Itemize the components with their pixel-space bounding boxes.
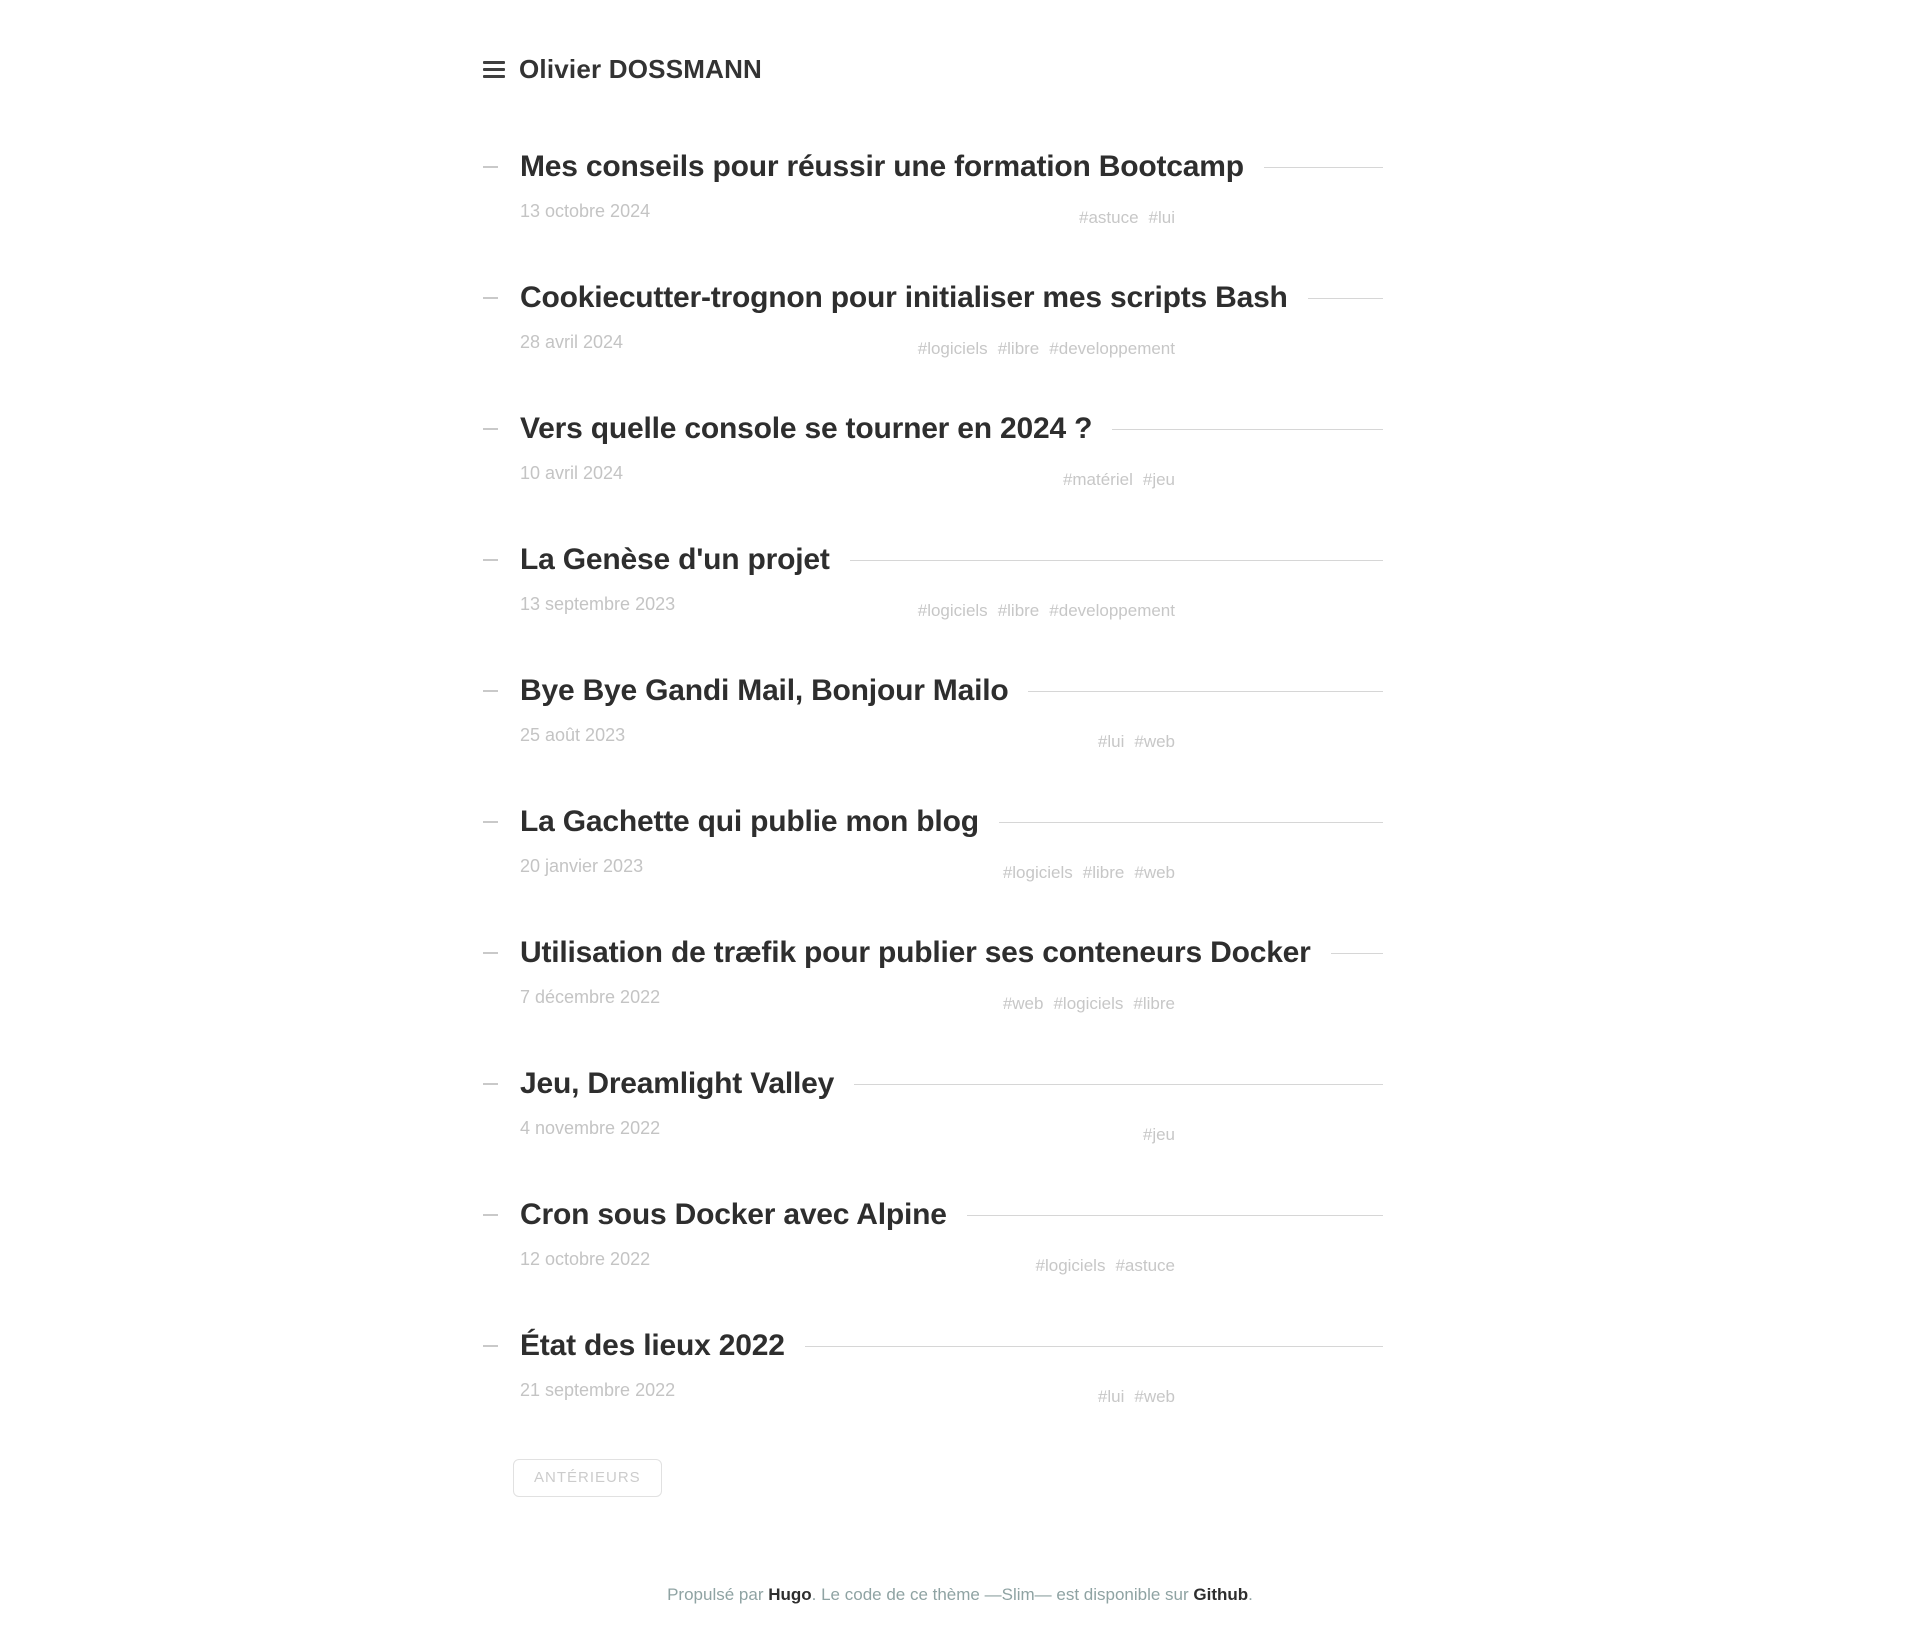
post-tags (483, 863, 1175, 883)
hugo-link[interactable]: Hugo (768, 1585, 812, 1604)
tag-link[interactable]: #logiciels (1053, 994, 1124, 1013)
post-item (483, 1066, 1383, 1144)
post-title-row (483, 411, 1383, 447)
title-rule (805, 1346, 1383, 1347)
tag-link[interactable]: #matériel (1062, 470, 1133, 489)
title-dash (483, 166, 498, 168)
tag-link[interactable]: #developpement (1049, 601, 1175, 620)
tag-link[interactable]: #lui (1148, 208, 1175, 227)
post-date: 21 septembre 2022 (520, 1380, 676, 1400)
post-meta-row (483, 1378, 1383, 1406)
post-meta-row (483, 461, 1383, 489)
post-date: 13 octobre 2024 (520, 201, 651, 221)
tag-link[interactable]: #libre (997, 339, 1040, 358)
post-meta-row (483, 854, 1383, 882)
tag-link[interactable]: #web (1134, 863, 1175, 882)
hamburger-bar (483, 68, 505, 71)
title-rule (850, 560, 1383, 561)
post-tags (483, 470, 1175, 490)
tag-link[interactable]: #lui (1097, 1387, 1125, 1406)
tag-link[interactable]: #logiciels (1035, 1256, 1106, 1275)
footer-credits (0, 1585, 1920, 1605)
post-title-link[interactable]: Vers quelle console se tourner en 2024 ? (520, 412, 1093, 445)
post-meta-row (483, 330, 1383, 358)
tag-link[interactable]: #lui (1097, 732, 1125, 751)
post-item (483, 542, 1383, 620)
post-item (483, 935, 1383, 1013)
tag-link[interactable]: #astuce (1078, 208, 1139, 227)
post-date: 28 avril 2024 (520, 332, 624, 352)
post-tags (483, 1256, 1175, 1276)
footer-middle-text: . Le code de ce thème —Slim— est disponible sur (811, 1585, 1194, 1604)
tag-link[interactable]: #web (1134, 732, 1175, 751)
title-rule (1308, 298, 1383, 299)
title-dash (483, 952, 498, 954)
title-rule (999, 822, 1383, 823)
post-title-row (483, 280, 1383, 316)
post-title-link[interactable]: État des lieux 2022 (520, 1329, 785, 1362)
hamburger-menu-icon[interactable] (483, 61, 505, 78)
tag-link[interactable]: #libre (997, 601, 1040, 620)
post-item (483, 1328, 1383, 1406)
post-title-link[interactable]: Utilisation de træfik pour publier ses conteneurs Docker (520, 936, 1311, 969)
post-list (483, 149, 1383, 1406)
post-tags (483, 1387, 1175, 1407)
title-dash (483, 821, 498, 823)
post-tags (483, 339, 1175, 359)
title-dash (483, 1083, 498, 1085)
tag-link[interactable]: #web (1002, 994, 1044, 1013)
footer-suffix-text: . (1248, 1585, 1253, 1604)
tag-link[interactable]: #logiciels (917, 601, 988, 620)
post-title-link[interactable]: Mes conseils pour réussir une formation Bootcamp (520, 150, 1244, 183)
post-title-row (483, 673, 1383, 709)
tag-link[interactable]: #logiciels (1002, 863, 1073, 882)
post-date: 20 janvier 2023 (520, 856, 644, 876)
post-date: 4 novembre 2022 (520, 1118, 661, 1138)
title-dash (483, 690, 498, 692)
title-rule (967, 1215, 1383, 1216)
footer-powered-text: Propulsé par (667, 1585, 769, 1604)
post-title-link[interactable]: Bye Bye Gandi Mail, Bonjour Mailo (520, 674, 1009, 707)
post-meta-row (483, 199, 1383, 227)
pagination (483, 1459, 1383, 1497)
post-date: 25 août 2023 (520, 725, 626, 745)
post-meta-row (483, 1116, 1383, 1144)
title-dash (483, 559, 498, 561)
tag-link[interactable]: #libre (1082, 863, 1125, 882)
hamburger-bar (483, 75, 505, 78)
post-item (483, 1197, 1383, 1275)
post-item (483, 280, 1383, 358)
tag-link[interactable]: #logiciels (917, 339, 988, 358)
site-title[interactable]: Olivier DOSSMANN (519, 53, 763, 84)
tag-link[interactable]: #jeu (1142, 470, 1175, 489)
post-item (483, 804, 1383, 882)
hamburger-bar (483, 61, 505, 64)
post-meta-row (483, 985, 1383, 1013)
page-container (483, 0, 1383, 1497)
post-tags (483, 732, 1175, 752)
post-title-link[interactable]: La Gachette qui publie mon blog (520, 805, 979, 838)
post-item (483, 149, 1383, 227)
title-rule (1112, 429, 1383, 430)
post-item (483, 411, 1383, 489)
post-title-row (483, 935, 1383, 971)
post-tags (483, 208, 1175, 228)
older-posts-button[interactable]: ANTÉRIEURS (513, 1459, 662, 1497)
post-date: 7 décembre 2022 (520, 987, 661, 1007)
post-title-row (483, 1197, 1383, 1233)
post-date: 13 septembre 2023 (520, 594, 676, 614)
post-tags (483, 1125, 1175, 1145)
site-header (483, 52, 1383, 86)
post-title-row (483, 804, 1383, 840)
post-meta-row (483, 1247, 1383, 1275)
github-link[interactable]: Github (1193, 1585, 1249, 1604)
title-rule (854, 1084, 1383, 1085)
post-meta-row (483, 592, 1383, 620)
post-tags (483, 601, 1175, 621)
site-footer (0, 1585, 1920, 1605)
title-dash (483, 428, 498, 430)
tag-link[interactable]: #libre (1133, 994, 1175, 1013)
post-title-row (483, 1066, 1383, 1102)
title-dash (483, 297, 498, 299)
post-title-row (483, 542, 1383, 578)
post-title-link[interactable]: Cookiecutter-trognon pour initialiser mes scripts Bash (520, 281, 1288, 314)
post-title-link[interactable]: La Genèse d'un projet (520, 543, 830, 576)
post-item (483, 673, 1383, 751)
title-dash (483, 1345, 498, 1347)
post-title-link[interactable]: Jeu, Dreamlight Valley (520, 1067, 835, 1100)
tag-link[interactable]: #developpement (1049, 339, 1175, 358)
title-rule (1028, 691, 1383, 692)
post-date: 12 octobre 2022 (520, 1249, 651, 1269)
post-meta-row (483, 723, 1383, 751)
post-title-row (483, 1328, 1383, 1364)
post-tags (483, 994, 1175, 1014)
title-dash (483, 1214, 498, 1216)
tag-link[interactable]: #astuce (1115, 1256, 1175, 1275)
title-rule (1331, 953, 1383, 954)
tag-link[interactable]: #web (1134, 1387, 1175, 1406)
tag-link[interactable]: #jeu (1142, 1125, 1175, 1144)
title-rule (1264, 167, 1383, 168)
post-title-row (483, 149, 1383, 185)
post-date: 10 avril 2024 (520, 463, 624, 483)
post-title-link[interactable]: Cron sous Docker avec Alpine (520, 1198, 947, 1231)
